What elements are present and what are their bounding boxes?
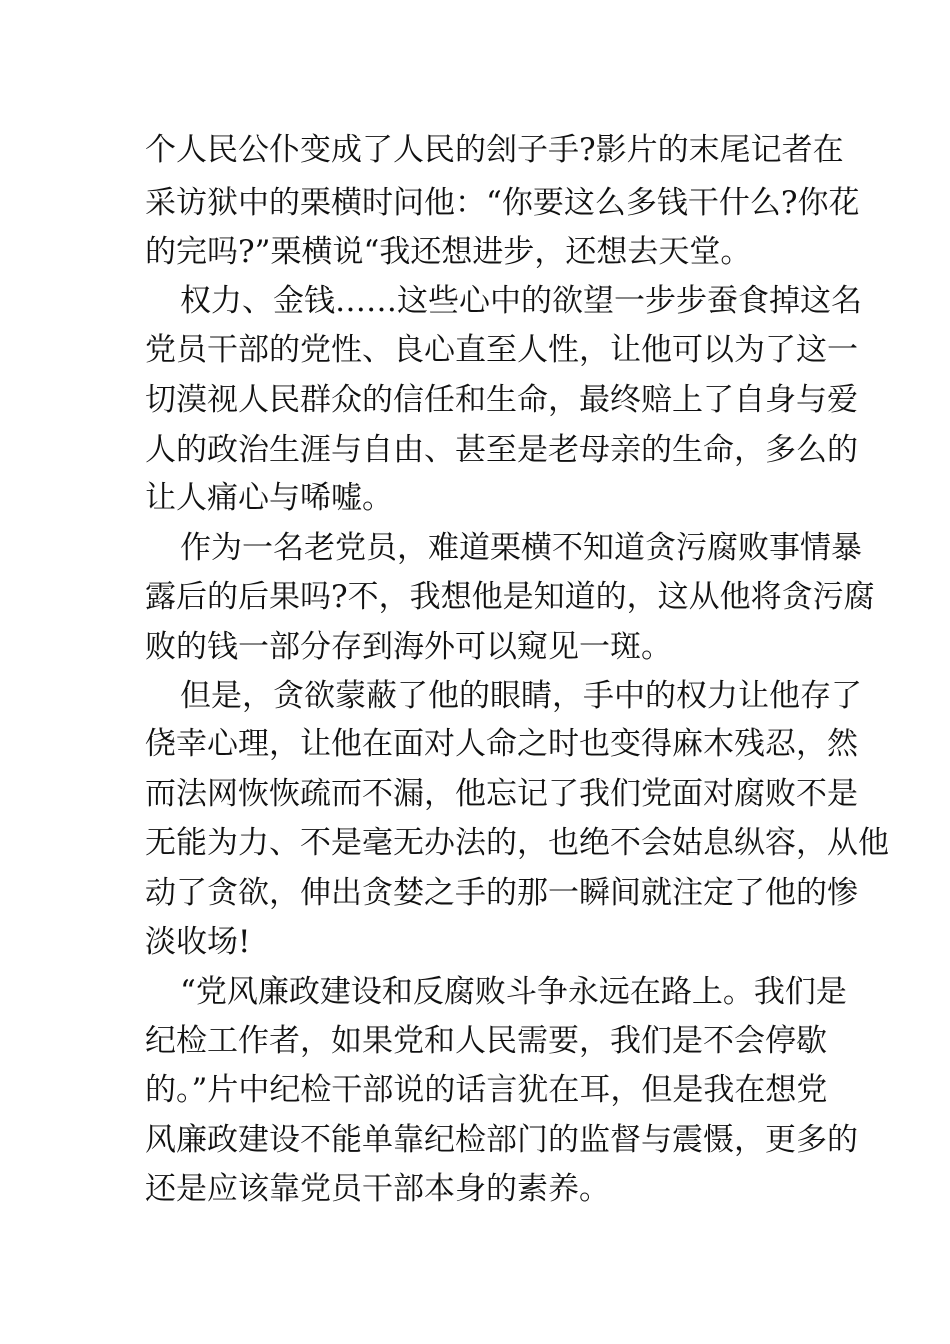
text-line: 淡收场! — [145, 924, 251, 960]
text-line: 的完吗?”栗横说“我还想进步，还想去天堂。 — [145, 234, 752, 270]
text-line: 个人民公仆变成了人民的刽子手?影片的末尾记者在 — [145, 132, 844, 168]
text-line: “党风廉政建设和反腐败斗争永远在路上。我们是 — [180, 974, 847, 1010]
text-line: 动了贪欲，伸出贪婪之手的那一瞬间就注定了他的惨 — [145, 875, 858, 911]
text-line: 侥幸心理，让他在面对人命之时也变得麻木残忍，然 — [145, 726, 858, 762]
text-line: 而法网恢恢疏而不漏，他忘记了我们党面对腐败不是 — [145, 776, 858, 812]
text-line: 人的政治生涯与自由、甚至是老母亲的生命，多么的 — [145, 432, 858, 468]
text-line: 让人痛心与唏嘘。 — [145, 480, 393, 516]
text-line: 纪检工作者，如果党和人民需要，我们是不会停歇 — [145, 1023, 827, 1059]
text-line: 无能为力、不是毫无办法的，也绝不会姑息纵容，从他 — [145, 825, 889, 861]
text-line: 风廉政建设不能单靠纪检部门的监督与震慑，更多的 — [145, 1122, 858, 1158]
text-line: 党员干部的党性、良心直至人性，让他可以为了这一 — [145, 332, 858, 368]
text-line: 切漠视人民群众的信任和生命，最终赔上了自身与爱 — [145, 382, 858, 418]
text-line: 的。”片中纪检干部说的话言犹在耳，但是我在想党 — [145, 1072, 828, 1108]
text-line: 还是应该靠党员干部本身的素养。 — [145, 1171, 610, 1207]
text-line: 露后的后果吗?不，我想他是知道的，这从他将贪污腐 — [145, 579, 875, 615]
text-line: 但是，贪欲蒙蔽了他的眼睛，手中的权力让他存了 — [180, 678, 862, 714]
text-line: 权力、金钱……这些心中的欲望一步步蚕食掉这名 — [180, 283, 862, 319]
text-line: 作为一名老党员，难道栗横不知道贪污腐败事情暴 — [180, 530, 862, 566]
text-line: 败的钱一部分存到海外可以窥见一斑。 — [145, 629, 672, 665]
text-line: 采访狱中的栗横时问他：“你要这么多钱干什么?你花 — [145, 185, 860, 221]
